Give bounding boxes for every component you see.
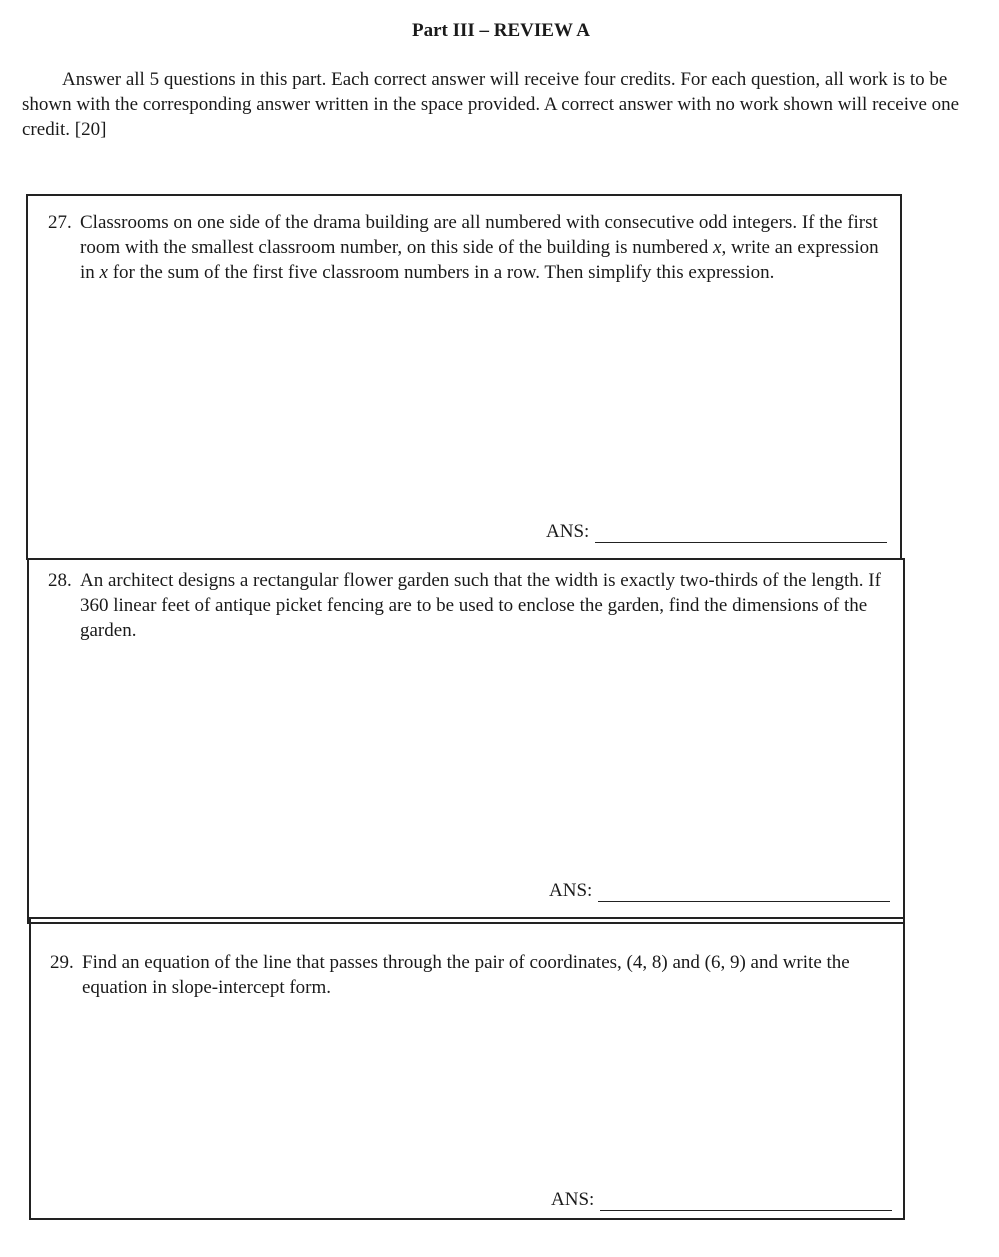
question-text-part: for the sum of the first five classroom numbers in a row. Then simplify this expression.: [107, 262, 775, 283]
question-text: [48, 210, 883, 285]
answer-area-29: [551, 1189, 892, 1211]
question-text: Find an equation of the line that passes through the pair of coordinates, (4, 8) and (6, 9) and write the equation in slope-intercept form.: [82, 952, 850, 998]
question-number: 27.: [48, 212, 72, 233]
answer-line[interactable]: [600, 1192, 892, 1211]
variable-x: x: [713, 237, 722, 258]
question-box-28: [27, 558, 905, 924]
answer-line[interactable]: [595, 524, 887, 543]
question-number: 28.: [48, 570, 72, 591]
question-27: [48, 210, 883, 285]
question-box-29: [29, 917, 905, 1220]
variable-x: x: [99, 262, 108, 283]
question-28: [48, 568, 888, 643]
answer-label: ANS:: [549, 880, 593, 901]
question-text-part: , write an expression in: [80, 237, 879, 283]
question-29: [50, 950, 895, 1000]
answer-line[interactable]: [598, 883, 890, 902]
question-text: An architect designs a rectangular flower garden such that the width is exactly two-thirds of the length. If 360 linear feet of antique picket fencing are to be used to enclose the garden, find the dimensions of the garden.: [80, 570, 881, 641]
answer-area-28: [549, 880, 890, 902]
question-text-part: Classrooms on one side of the drama building are all numbered with consecutive odd integers. If the first room with the smallest classroom number, on this side of the building is numbered: [80, 212, 878, 258]
answer-label: ANS:: [551, 1189, 595, 1210]
instructions: Answer all 5 questions in this part. Each correct answer will receive four credits. For each question, all work is to be shown with the corresponding answer written in the space provided. A correct answer with no work shown will receive one credit. [20]: [22, 69, 960, 140]
question-box-27: [26, 194, 902, 560]
question-number: 29.: [50, 952, 74, 973]
answer-label: ANS:: [546, 521, 590, 542]
page-title: Part III – REVIEW A: [411, 20, 591, 41]
answer-area-27: [546, 521, 887, 543]
